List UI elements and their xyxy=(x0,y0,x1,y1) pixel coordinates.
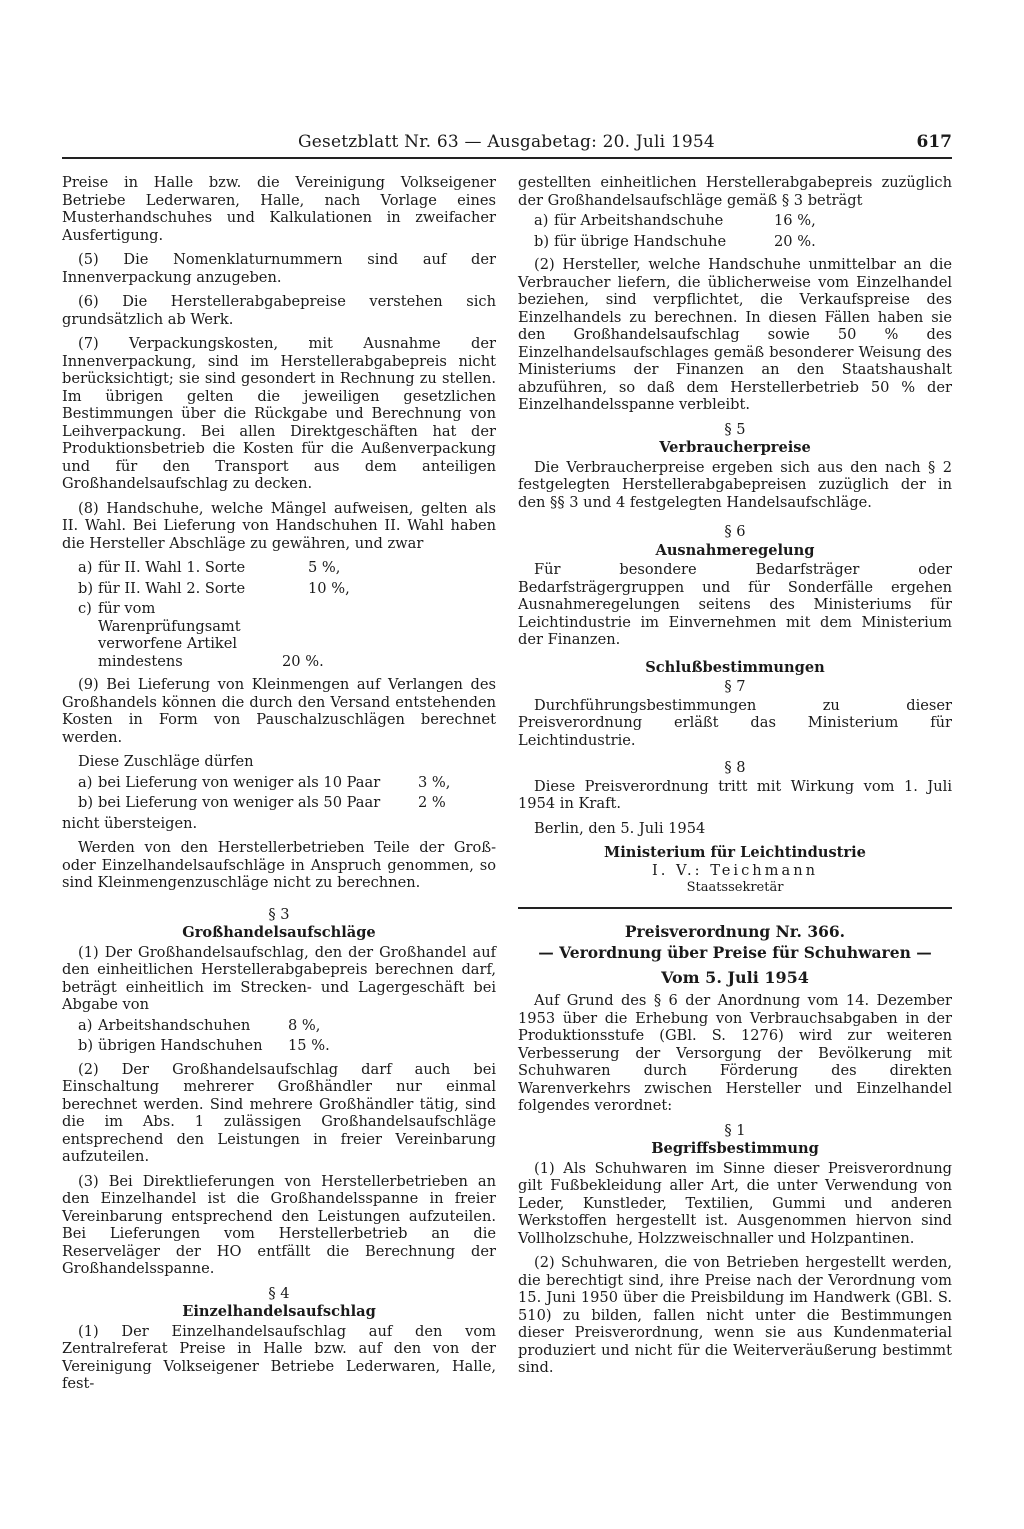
new-section-1-paragraph-2: (2) Schuhwaren, die von Betrieben hergestellt werden, die berechtigt sind, ihre Preise nach der Verordnung vom 15. Juni 1950 über die Preisbildung im Handwerk (GBl. S. 510) zu bilden, fallen nicht unter die Bestimmungen dieser Preisverordnung, wenn sie aus Kundenmaterial produziert und nicht für die Weiterveräußerung bestimmt sind. xyxy=(518,1254,952,1376)
list-item xyxy=(62,774,496,792)
section-5-heading: Verbraucherpreise xyxy=(659,439,811,456)
list-value: 16 %, xyxy=(774,212,816,229)
ordinance-preamble: Auf Grund des § 6 der Anordnung vom 14. Dezember 1953 über die Erhebung von Verbrauchsabgaben in der Produktionsstufe (GBl. S. 1276) wird zur weiteren Verbesserung der Versorgung der Bevölkerung mit Schuhwaren durch Förderung des direkten Warenverkehrs zwischen Hersteller und Einzelhandel folgendes verordnet: xyxy=(518,992,952,1114)
list-label: a) xyxy=(534,212,549,229)
list-value: 8 %, xyxy=(288,1016,321,1034)
list-item xyxy=(62,1037,496,1055)
section-5-number: § 5 xyxy=(724,420,746,438)
paragraph-7: (7) Verpackungskosten, mit Ausnahme der Innenverpackung, sind im Herstellerabgabepreis nicht berücksichtigt; sie sind gesondert in Rechnung zu stellen. Im übrigen gelten die jeweiligen gesetzlichen Bestimmungen über die Rückgabe und Berechnung von Leihverpackung. Bei allen Direktgeschäften hat der Produktionsbetrieb die Kosten für die Außenverpackung und für den Transport aus dem anteiligen Großhandelsaufschlag zu decken. xyxy=(62,335,496,492)
section-3-paragraph-1: (1) Der Großhandelsaufschlag, den der Großhandel auf den einheitlichen Herstellerabgabepreis berechnen darf, beträgt einheitlich im Strecken- und Lagergeschäft bei Abgabe von xyxy=(62,943,496,1013)
section-3-number: § 3 xyxy=(268,905,290,923)
new-section-1-paragraph-1: (1) Als Schuhwaren im Sinne dieser Preisverordnung gilt Fußbekleidung aller Art, die unter Verwendung von Leder, Kunstleder, Textilien, Gummi und anderen Werkstoffen hergestellt ist. Ausgenommen hiervon sind Vollholzschuhe, Holzzweischnaller und Holzpantinen. xyxy=(518,1159,952,1247)
paragraph-9-intro: Diese Zuschläge dürfen xyxy=(78,753,254,770)
list-label: b) xyxy=(78,794,94,811)
right-column xyxy=(518,174,952,1384)
page-number: 617 xyxy=(916,132,952,152)
new-section-1-number: § 1 xyxy=(724,1121,746,1139)
list-value: 2 % xyxy=(418,794,446,811)
section-divider xyxy=(518,907,952,909)
list-label: b) xyxy=(534,232,550,250)
list-label: a) xyxy=(78,1016,93,1034)
section-7-number: § 7 xyxy=(724,678,746,695)
section-4-heading: Einzelhandelsaufschlag xyxy=(182,1303,376,1320)
list-text: für Arbeitshandschuhe xyxy=(554,212,724,229)
list-item xyxy=(518,212,952,230)
list-item xyxy=(62,794,496,812)
list-value: 3 %, xyxy=(418,773,451,791)
list-text: übrigen Handschuhen xyxy=(98,1037,263,1054)
ordinance-title: — Verordnung über Preise für Schuhwaren — xyxy=(538,942,932,962)
list-item xyxy=(518,233,952,251)
signer-name: I. V.: Teichmann xyxy=(651,861,819,879)
signer-role: Staatssekretär xyxy=(686,880,784,895)
list-text: für vom Warenprüfungsamt verworfene Artikel mindestens xyxy=(98,600,241,670)
list-item xyxy=(62,559,496,577)
section-5-paragraph: Die Verbraucherpreise ergeben sich aus den nach § 2 festgelegten Herstellerabgabepreisen zuzüglich der in den §§ 3 und 4 festgelegten Handelsaufschläge. xyxy=(518,458,952,511)
section-8-paragraph: Diese Preisverordnung tritt mit Wirkung vom 1. Juli 1954 in Kraft. xyxy=(518,777,952,812)
section-8-number: § 8 xyxy=(724,759,746,776)
page-header xyxy=(62,132,952,156)
list-label: a) xyxy=(78,773,93,791)
final-provisions-heading: Schlußbestimmungen xyxy=(645,658,825,676)
section-4-number: § 4 xyxy=(268,1284,290,1302)
paragraph-8: (8) Handschuhe, welche Mängel aufweisen, gelten als II. Wahl. Bei Lieferung von Handschuhen II. Wahl haben die Hersteller Abschläge zu gewähren, und zwar xyxy=(62,499,496,552)
section-6-number: § 6 xyxy=(724,523,746,540)
paragraph-6: (6) Die Herstellerabgabepreise verstehen sich grundsätzlich ab Werk. xyxy=(62,293,496,328)
list-value: 10 %, xyxy=(308,579,350,597)
list-item xyxy=(62,600,496,670)
section-6-heading: Ausnahmeregelung xyxy=(655,541,815,559)
list-text: für II. Wahl 1. Sorte xyxy=(98,559,246,576)
list-item xyxy=(62,1017,496,1035)
list-text: für übrige Handschuhe xyxy=(554,232,727,250)
list-value: 15 %. xyxy=(288,1037,330,1054)
list-text: bei Lieferung von weniger als 10 Paar xyxy=(98,773,381,791)
section-7-paragraph: Durchführungsbestimmungen zu dieser Preisverordnung erläßt das Ministerium für Leichtindustrie. xyxy=(518,696,952,749)
left-column xyxy=(62,174,496,1400)
list-label: c) xyxy=(78,600,92,617)
list-text: bei Lieferung von weniger als 50 Paar xyxy=(98,794,381,811)
paragraph-5: (5) Die Nomenklaturnummern sind auf der Innenverpackung anzugeben. xyxy=(62,251,496,286)
list-value: 20 %. xyxy=(282,652,324,670)
list-value: 5 %, xyxy=(308,559,341,576)
list-text: Arbeitshandschuhen xyxy=(98,1016,251,1034)
section-3-paragraph-3: (3) Bei Direktlieferungen von Herstellerbetrieben an den Einzelhandel ist die Großhandelsspanne in freier Vereinbarung entsprechend den Leistungen aufzuteilen. Bei Lieferungen vom Herstellerbetrieb an die Reserveläger der HO entfällt die Berechnung der Großhandelsspanne. xyxy=(62,1172,496,1277)
gazette-title: Gesetzblatt Nr. 63 — Ausgabetag: 20. Juli 1954 xyxy=(298,132,715,152)
section-4-paragraph-2: (2) Hersteller, welche Handschuhe unmittelbar an die Verbraucher liefern, die üblicherweise vom Einzelhandel beziehen, sind verpflichtet, die Verkaufspreise des Einzelhandels zu berechnen. In diesen Fällen haben sie den Großhandelsaufschlag sowie 50 % des Einzelhandelsaufschlages gemäß besonderer Weisung des Ministeriums der Finanzen an den Staatshaushalt abzuführen, so daß dem Herstellerbetrieb 50 % der Einzelhandelsspanne verbleibt. xyxy=(518,256,952,413)
paragraph-9b: Werden von den Herstellerbetrieben Teile der Groß- oder Einzelhandelsaufschläge in Anspruch genommen, so sind Kleinmengenzuschläge nicht zu berechnen. xyxy=(62,839,496,891)
list-label: a) xyxy=(78,559,93,576)
list-label: b) xyxy=(78,579,94,597)
ordinance-date: Vom 5. Juli 1954 xyxy=(661,967,809,987)
section-3-paragraph-2: (2) Der Großhandelsaufschlag darf auch bei Einschaltung mehrerer Großhändler nur einmal berechnet werden. Sind mehrere Großhändler tätig, sind die im Abs. 1 zulässigen Großhandelsaufschläge entsprechend den Leistungen in freier Vereinbarung aufzuteilen. xyxy=(62,1060,496,1165)
paragraph-continuation: Preise in Halle bzw. die Vereinigung Volkseigener Betriebe Lederwaren, Halle, nach Vorlage eines Musterhandschuhes und Kalkulationen in zweifacher Ausfertigung. xyxy=(62,174,496,244)
new-section-1-heading: Begriffsbestimmung xyxy=(651,1140,819,1157)
list-label: b) xyxy=(78,1037,94,1054)
list-item xyxy=(62,580,496,598)
ordinance-number: Preisverordnung Nr. 366. xyxy=(624,921,846,941)
header-divider xyxy=(62,157,952,159)
ministry-name: Ministerium für Leichtindustrie xyxy=(604,844,866,861)
section-6-paragraph: Für besondere Bedarfsträger oder Bedarfsträgergruppen und für Sonderfälle ergehen Ausnahmeregelungen seitens des Ministeriums für Leichtindustrie im Einvernehmen mit dem Ministerium der Finanzen. xyxy=(518,561,952,648)
list-text: für II. Wahl 2. Sorte xyxy=(98,579,246,597)
paragraph-9: (9) Bei Lieferung von Kleinmengen auf Verlangen des Großhandels können die durch den Versand entstehenden Kosten in Form von Pauschalzuschlägen berechnet werden. xyxy=(62,676,496,746)
paragraph-continuation: gestellten einheitlichen Herstellerabgabepreis zuzüglich der Großhandelsaufschläge gemäß § 3 beträgt xyxy=(518,174,952,209)
place-and-date: Berlin, den 5. Juli 1954 xyxy=(534,819,706,837)
paragraph-9-end: nicht übersteigen. xyxy=(62,814,198,832)
list-value: 20 %. xyxy=(774,232,816,250)
section-3-heading: Großhandelsaufschläge xyxy=(182,924,376,941)
section-4-paragraph-1: (1) Der Einzelhandelsaufschlag auf den vom Zentralreferat Preise in Halle bzw. auf den von der Vereinigung Volkseigener Betriebe Lederwaren, Halle, fest- xyxy=(62,1322,496,1392)
